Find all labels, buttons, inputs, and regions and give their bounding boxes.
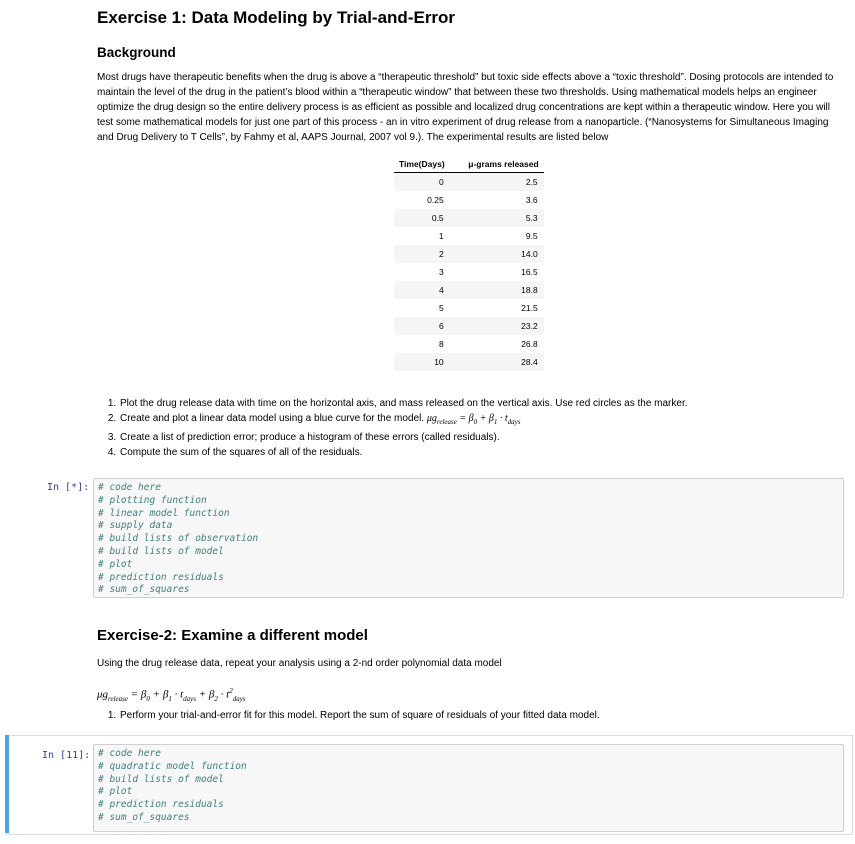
table-row [394, 191, 544, 209]
mass-cell: 18.8 [450, 281, 544, 299]
table-row [394, 299, 544, 317]
mass-cell: 21.5 [521, 303, 538, 313]
mass-cell: 3.6 [525, 195, 538, 205]
exercise-2-task-list [97, 708, 600, 723]
code-cell-2[interactable] [93, 744, 844, 832]
mass-cell: 9.5 [525, 231, 538, 241]
code-cell-1[interactable] [93, 478, 844, 598]
background-paragraph: Most drugs have therapeutic benefits when the drug is above a “therapeutic threshold” but toxic side effects above a “toxic threshold”. Dosing protocols are intended to maintain the level of the drug in the patient’s blood within a “therapeutic window” that between these two thresholds. Using mathematical models helps an engineer optimize the drug design so the entire delivery process is as efficient as possible and localized drug concentrations are kept within a therapeutic window. Here you will test some mathematical models for just one part of this process - an in vitro experiment of drug release from a nanoparticle. (“Nanosystems for Simultaneous Imaging and Drug Delivery to T Cells”, by Fahmy et al, AAPS Journal, 2007 vol 9.). The experimental results are listed below [97, 72, 834, 143]
time-cell: 3 [438, 267, 444, 277]
table-header-time: Time(Days) [394, 156, 450, 173]
time-cell: 0.5 [394, 209, 450, 227]
table-row [394, 227, 544, 245]
table-row [394, 263, 544, 281]
code-cell-1-source[interactable]: # code here # plotting function # linear model function # supply data # build lists of observation # build lists of model # plot # prediction residuals # sum_of_squares [98, 482, 259, 596]
linear-model-equation: $\mu g_{release} = \beta_0 + \beta_1 \cdot t_{days}$ [426, 413, 521, 426]
time-cell: 1 [438, 231, 444, 241]
table-row [394, 245, 544, 263]
background-heading: Background [97, 45, 176, 60]
task-item: 3. Create a list of prediction error; produce a histogram of these errors (called residuals). [119, 430, 688, 445]
mass-cell: 23.2 [450, 317, 544, 335]
exercise-2-intro: Using the drug release data, repeat your analysis using a 2-nd order polynomial data model [97, 658, 502, 669]
exercise-1-task-list [97, 396, 688, 460]
selected-cell-indicator [5, 735, 9, 833]
time-cell: 0 [394, 173, 450, 192]
mass-cell: 14.0 [450, 245, 544, 263]
quadratic-model-equation: $\mu g_{release} = \beta_0 + \beta_1 \cdot t_{days} + \beta_2 \cdot t^2_{days}$ [97, 687, 246, 703]
table-row [394, 281, 544, 299]
time-cell: 4 [394, 281, 450, 299]
task-item: 1. Plot the drug release data with time on the horizontal axis, and mass released on the vertical axis. Use red circles as the marker. [119, 396, 688, 411]
drug-release-table [394, 156, 544, 371]
task-item: 2. Create and plot a linear data model using a blue curve for the model. $\mu g_{release} = \beta_0 + \beta_1 \cdot t_{days}$ [119, 411, 688, 430]
mass-cell: 5.3 [450, 209, 544, 227]
table-row [394, 209, 544, 227]
exercise-2-title: Exercise-2: Examine a different model [97, 627, 368, 644]
time-cell: 2 [394, 245, 450, 263]
cell-2-prompt: In [11]: [42, 750, 91, 761]
mass-cell: 16.5 [521, 267, 538, 277]
time-cell: 5 [438, 303, 444, 313]
time-cell: 8 [438, 339, 444, 349]
time-cell: 10 [394, 353, 450, 371]
cell-1-prompt: In [*]: [47, 482, 90, 493]
mass-cell: 26.8 [521, 339, 538, 349]
table-row [394, 335, 544, 353]
task-item: 1. Perform your trial-and-error fit for this model. Report the sum of square of residuals of your fitted data model. [119, 708, 600, 723]
time-cell: 0.25 [427, 195, 444, 205]
code-cell-2-source[interactable]: # code here # quadratic model function # build lists of model # plot # prediction residuals # sum_of_squares [98, 748, 247, 823]
mass-cell: 2.5 [450, 173, 544, 192]
exercise-1-title: Exercise 1: Data Modeling by Trial-and-Error [97, 8, 456, 27]
table-row [394, 173, 544, 192]
mass-cell: 28.4 [450, 353, 544, 371]
table-header-mass: μ-grams released [450, 156, 544, 173]
time-cell: 6 [394, 317, 450, 335]
table-row [394, 353, 544, 371]
task-item: 4. Compute the sum of the squares of all of the residuals. [119, 445, 688, 460]
table-row [394, 317, 544, 335]
